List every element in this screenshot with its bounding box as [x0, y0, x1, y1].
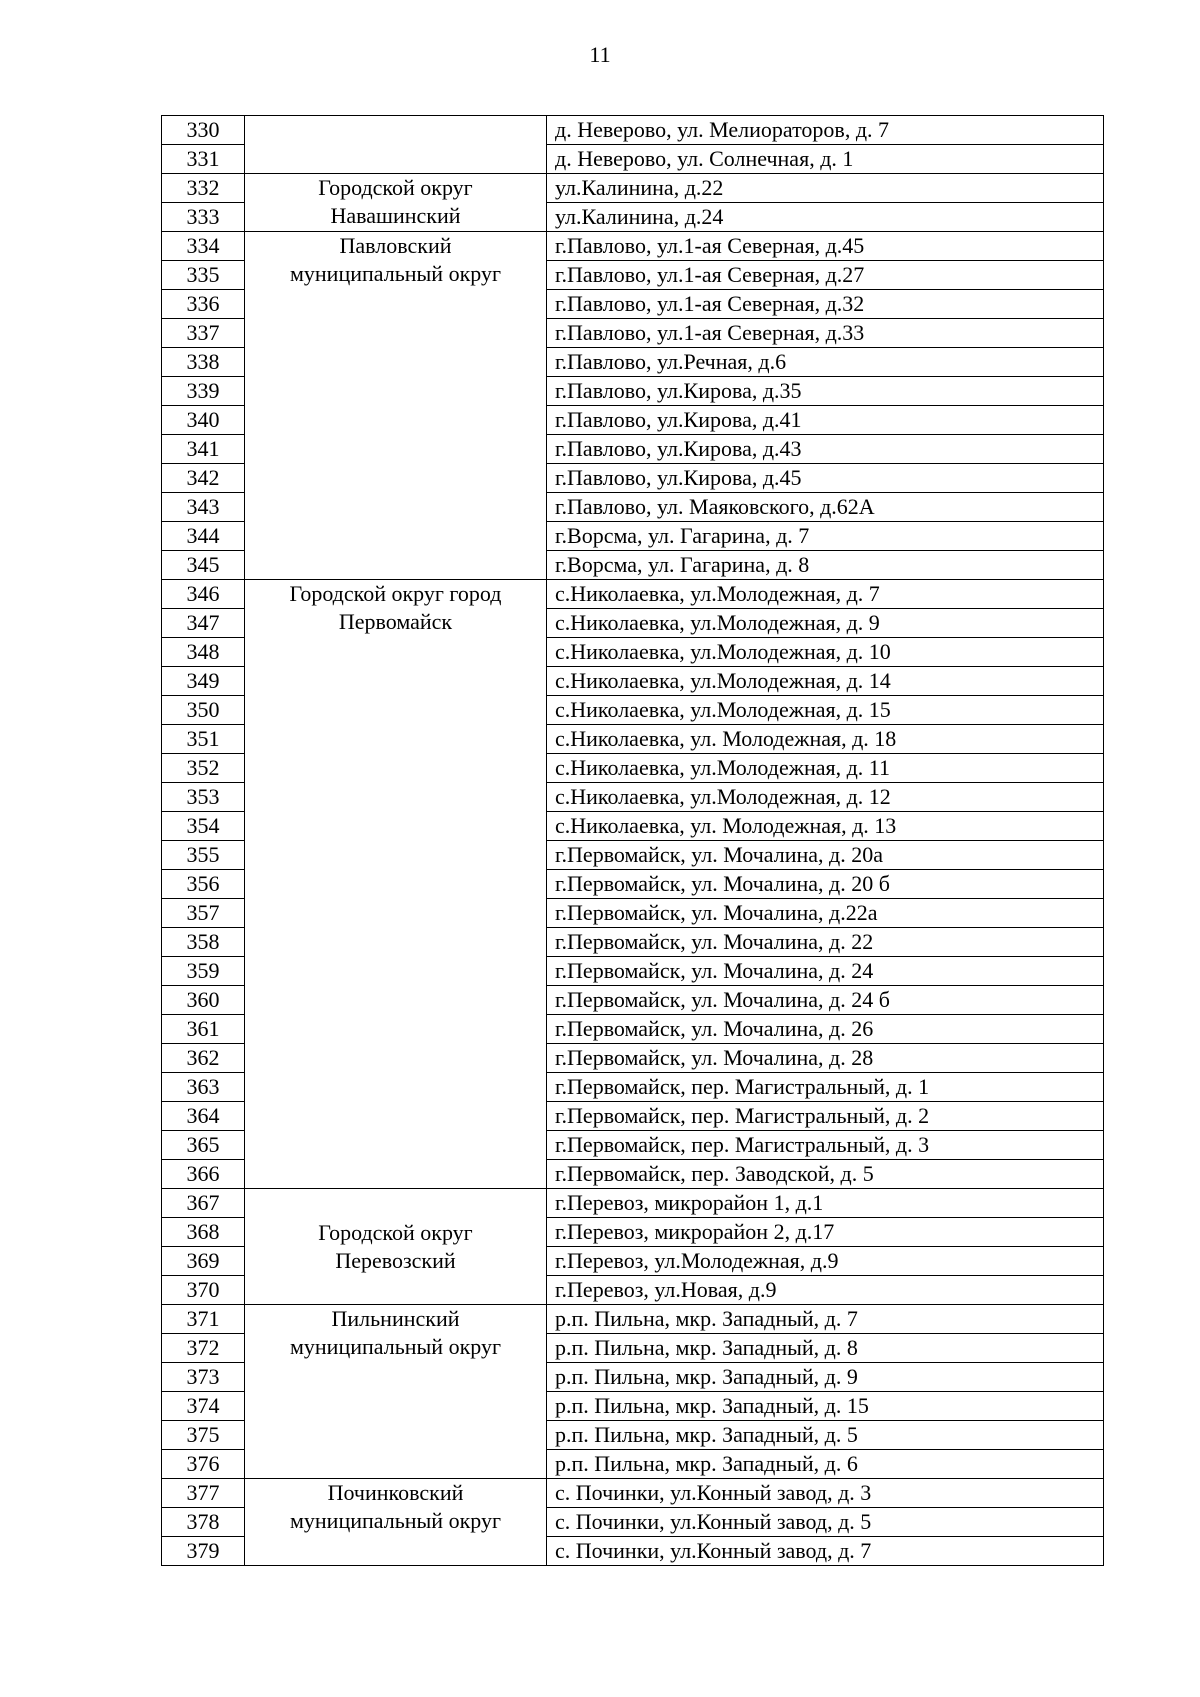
district-cell — [245, 174, 547, 232]
address-cell: г.Павлово, ул.Кирова, д.45 — [547, 464, 1104, 493]
address-cell: р.п. Пильна, мкр. Западный, д. 15 — [547, 1392, 1104, 1421]
row-number: 353 — [162, 783, 245, 812]
row-number: 368 — [162, 1218, 245, 1247]
address-cell: г.Павлово, ул.Кирова, д.43 — [547, 435, 1104, 464]
address-cell: г.Первомайск, ул. Мочалина, д.22а — [547, 899, 1104, 928]
address-cell: с. Починки, ул.Конный завод, д. 7 — [547, 1537, 1104, 1566]
address-cell: г.Павлово, ул.1-ая Северная, д.45 — [547, 232, 1104, 261]
address-cell: г.Первомайск, ул. Мочалина, д. 22 — [547, 928, 1104, 957]
address-cell: г.Первомайск, пер. Заводской, д. 5 — [547, 1160, 1104, 1189]
address-cell: д. Неверово, ул. Мелиораторов, д. 7 — [547, 116, 1104, 145]
table-row — [162, 580, 1104, 609]
district-cell — [245, 232, 547, 580]
district-cell — [245, 1479, 547, 1566]
district-cell — [245, 1189, 547, 1305]
row-number: 348 — [162, 638, 245, 667]
address-cell: г.Перевоз, ул.Новая, д.9 — [547, 1276, 1104, 1305]
address-cell: р.п. Пильна, мкр. Западный, д. 7 — [547, 1305, 1104, 1334]
table-row — [162, 174, 1104, 203]
address-cell: с.Николаевка, ул.Молодежная, д. 15 — [547, 696, 1104, 725]
row-number: 340 — [162, 406, 245, 435]
address-cell: г.Ворсма, ул. Гагарина, д. 8 — [547, 551, 1104, 580]
row-number: 375 — [162, 1421, 245, 1450]
district-name-line: Починковский — [327, 1480, 464, 1505]
address-cell: с.Николаевка, ул.Молодежная, д. 7 — [547, 580, 1104, 609]
row-number: 361 — [162, 1015, 245, 1044]
table-row — [162, 1305, 1104, 1334]
row-number: 365 — [162, 1131, 245, 1160]
table-row — [162, 116, 1104, 145]
address-table-body — [162, 116, 1104, 1566]
row-number: 362 — [162, 1044, 245, 1073]
address-cell: ул.Калинина, д.24 — [547, 203, 1104, 232]
district-name-line: Пильнинский — [331, 1306, 460, 1331]
address-cell: г.Перевоз, ул.Молодежная, д.9 — [547, 1247, 1104, 1276]
row-number: 331 — [162, 145, 245, 174]
district-name-line: Павловский — [339, 233, 452, 258]
address-cell: с. Починки, ул.Конный завод, д. 3 — [547, 1479, 1104, 1508]
address-cell: г.Павлово, ул.1-ая Северная, д.33 — [547, 319, 1104, 348]
row-number: 355 — [162, 841, 245, 870]
row-number: 371 — [162, 1305, 245, 1334]
district-name-line: Первомайск — [338, 609, 453, 634]
address-cell: р.п. Пильна, мкр. Западный, д. 5 — [547, 1421, 1104, 1450]
row-number: 334 — [162, 232, 245, 261]
address-cell: г.Первомайск, пер. Магистральный, д. 3 — [547, 1131, 1104, 1160]
district-name-line: Городской округ город — [289, 581, 502, 606]
row-number: 330 — [162, 116, 245, 145]
district-cell — [245, 116, 547, 174]
row-number: 338 — [162, 348, 245, 377]
address-cell: г.Первомайск, ул. Мочалина, д. 20а — [547, 841, 1104, 870]
address-cell: г.Первомайск, ул. Мочалина, д. 24 — [547, 957, 1104, 986]
row-number: 341 — [162, 435, 245, 464]
address-table — [161, 115, 1104, 1566]
address-cell: г.Первомайск, ул. Мочалина, д. 20 б — [547, 870, 1104, 899]
district-cell — [245, 580, 547, 1189]
address-cell: с.Николаевка, ул.Молодежная, д. 12 — [547, 783, 1104, 812]
row-number: 359 — [162, 957, 245, 986]
address-cell: с. Починки, ул.Конный завод, д. 5 — [547, 1508, 1104, 1537]
page-number: 11 — [589, 42, 611, 67]
address-cell: ул.Калинина, д.22 — [547, 174, 1104, 203]
district-name-line: Навашинский — [330, 203, 461, 228]
address-cell: г.Первомайск, пер. Магистральный, д. 2 — [547, 1102, 1104, 1131]
row-number: 364 — [162, 1102, 245, 1131]
row-number: 363 — [162, 1073, 245, 1102]
address-cell: р.п. Пильна, мкр. Западный, д. 9 — [547, 1363, 1104, 1392]
row-number: 349 — [162, 667, 245, 696]
row-number: 367 — [162, 1189, 245, 1218]
address-cell: г.Перевоз, микрорайон 1, д.1 — [547, 1189, 1104, 1218]
row-number: 357 — [162, 899, 245, 928]
address-cell: г.Павлово, ул.Речная, д.6 — [547, 348, 1104, 377]
row-number: 335 — [162, 261, 245, 290]
address-cell: г.Павлово, ул.Кирова, д.35 — [547, 377, 1104, 406]
row-number: 345 — [162, 551, 245, 580]
row-number: 352 — [162, 754, 245, 783]
district-name-line: муниципальный округ — [289, 1508, 501, 1533]
address-cell: р.п. Пильна, мкр. Западный, д. 8 — [547, 1334, 1104, 1363]
table-row — [162, 1479, 1104, 1508]
address-cell: г.Павлово, ул.Кирова, д.41 — [547, 406, 1104, 435]
row-number: 378 — [162, 1508, 245, 1537]
address-cell: г.Первомайск, ул. Мочалина, д. 24 б — [547, 986, 1104, 1015]
district-name-line: Городской округ — [318, 175, 473, 200]
row-number: 372 — [162, 1334, 245, 1363]
row-number: 373 — [162, 1363, 245, 1392]
row-number: 377 — [162, 1479, 245, 1508]
district-cell — [245, 1305, 547, 1479]
table-row — [162, 232, 1104, 261]
address-cell: с.Николаевка, ул. Молодежная, д. 18 — [547, 725, 1104, 754]
address-cell: г.Перевоз, микрорайон 2, д.17 — [547, 1218, 1104, 1247]
address-cell: г.Павлово, ул.1-ая Северная, д.27 — [547, 261, 1104, 290]
row-number: 343 — [162, 493, 245, 522]
row-number: 366 — [162, 1160, 245, 1189]
row-number: 342 — [162, 464, 245, 493]
district-name-line: Городской округ — [318, 1219, 473, 1245]
address-cell: г.Первомайск, пер. Магистральный, д. 1 — [547, 1073, 1104, 1102]
row-number: 358 — [162, 928, 245, 957]
row-number: 354 — [162, 812, 245, 841]
row-number: 350 — [162, 696, 245, 725]
row-number: 333 — [162, 203, 245, 232]
row-number: 332 — [162, 174, 245, 203]
table-row — [162, 1189, 1104, 1218]
row-number: 370 — [162, 1276, 245, 1305]
row-number: 369 — [162, 1247, 245, 1276]
row-number: 347 — [162, 609, 245, 638]
address-cell: с.Николаевка, ул.Молодежная, д. 11 — [547, 754, 1104, 783]
row-number: 374 — [162, 1392, 245, 1421]
row-number: 339 — [162, 377, 245, 406]
row-number: 346 — [162, 580, 245, 609]
row-number: 336 — [162, 290, 245, 319]
address-cell: с.Николаевка, ул.Молодежная, д. 14 — [547, 667, 1104, 696]
row-number: 337 — [162, 319, 245, 348]
row-number: 360 — [162, 986, 245, 1015]
address-cell: с.Николаевка, ул.Молодежная, д. 9 — [547, 609, 1104, 638]
row-number: 376 — [162, 1450, 245, 1479]
address-cell: д. Неверово, ул. Солнечная, д. 1 — [547, 145, 1104, 174]
district-name-line: Перевозский — [335, 1247, 456, 1273]
row-number: 356 — [162, 870, 245, 899]
district-name-line: муниципальный округ — [289, 1334, 501, 1359]
address-cell: г.Павлово, ул.1-ая Северная, д.32 — [547, 290, 1104, 319]
address-cell: р.п. Пильна, мкр. Западный, д. 6 — [547, 1450, 1104, 1479]
address-cell: г.Первомайск, ул. Мочалина, д. 28 — [547, 1044, 1104, 1073]
address-cell: г.Павлово, ул. Маяковского, д.62А — [547, 493, 1104, 522]
address-cell: г.Ворсма, ул. Гагарина, д. 7 — [547, 522, 1104, 551]
row-number: 344 — [162, 522, 245, 551]
address-cell: г.Первомайск, ул. Мочалина, д. 26 — [547, 1015, 1104, 1044]
district-name-line: муниципальный округ — [289, 261, 501, 286]
row-number: 379 — [162, 1537, 245, 1566]
address-cell: с.Николаевка, ул. Молодежная, д. 13 — [547, 812, 1104, 841]
address-cell: с.Николаевка, ул.Молодежная, д. 10 — [547, 638, 1104, 667]
row-number: 351 — [162, 725, 245, 754]
